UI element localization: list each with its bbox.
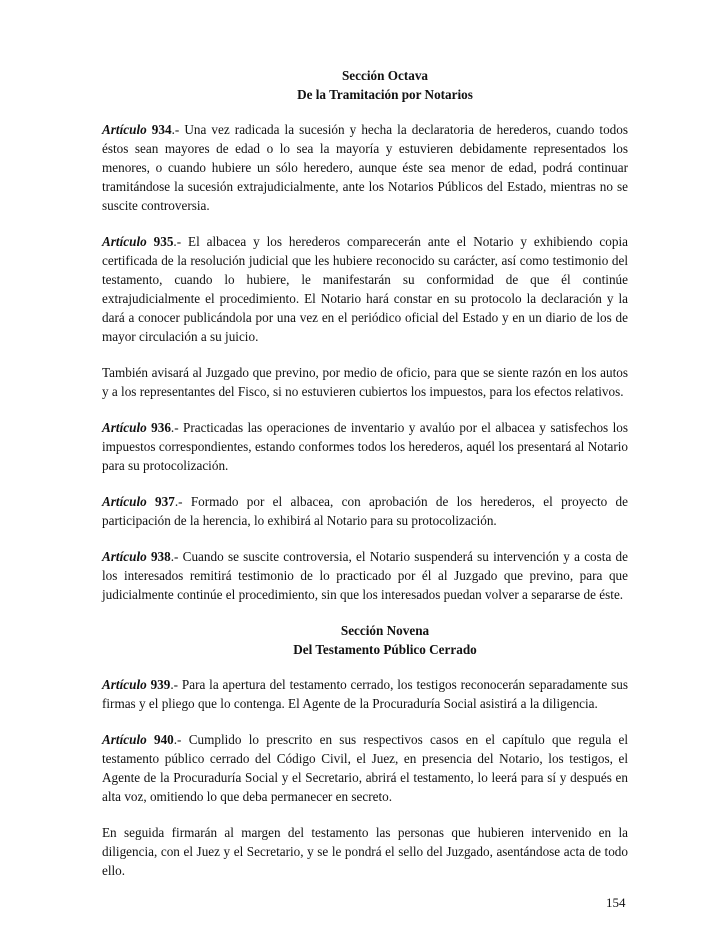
article-text: Practicadas las operaciones de inventario y avalúo por el albacea y satisfechos los impuestos correspondientes, estando conformes todos los herederos, aquél los presentará al Notario para su protocolización. (102, 420, 628, 473)
section-subtitle: Del Testamento Público Cerrado (293, 642, 477, 657)
article-939: Artículo 939.- Para la apertura del testamento cerrado, los testigos reconocerán separadamente sus firmas y el pliego que lo contenga. El Agente de la Procuraduría Social asistirá a la diligencia. (102, 677, 628, 711)
article-938: Artículo 938.- Cuando se suscite controversia, el Notario suspenderá su intervención y a costa de los interesados remitirá testimonio de lo practicado por él al Juzgado que previno, para que judicialmente continúe el procedimiento, sin que los interesados puedan volver a separarse de éste. (102, 549, 628, 602)
article-936: Artículo 936.- Practicadas las operaciones de inventario y avalúo por el albacea y satisfechos los impuestos correspondientes, estando conformes todos los herederos, aquél los presentará al Notario para su protocolización. (102, 420, 628, 473)
article-label: Artículo 940 (102, 732, 174, 747)
section-heading-novena (102, 621, 628, 659)
section-title: Sección Octava (341, 68, 429, 83)
article-label: Artículo 935 (102, 234, 174, 249)
article-label: Artículo 939 (102, 677, 171, 692)
paragraph-940-continuation: En seguida firmarán al margen del testamento las personas que hubieren intervenido en la diligencia, con el Juez y el Secretario, y se le pondrá el sello del Juzgado, asentándose acta de todo ello. (102, 825, 628, 878)
article-934: Artículo 934.- Una vez radicada la sucesión y hecha la declaratoria de herederos, cuando todos éstos sean mayores de edad o lo sea la mayoría y estuvieren debidamente representados los menores, o cuando hubiere un sólo heredero, aunque éste sea menor de edad, podrá continuar tramitándose la sucesión extrajudicialmente, ante los Notarios Públicos del Estado, mientras no se suscite controversia. (102, 122, 628, 213)
page-number: 154 (606, 895, 626, 910)
article-text: Formado por el albacea, con aprobación de los herederos, el proyecto de participación de la herencia, lo exhibirá al Notario para su protocolización. (102, 494, 628, 528)
article-text: El albacea y los herederos comparecerán ante el Notario y exhibiendo copia certificada de la resolución judicial que les hubiere reconocido su carácter, así como testimonio del testamento, cuando lo hubiere, le manifestarán su conformidad de que él continúe extrajudicialmente el procedimiento. El Notario hará constar en su protocolo la declaración y la dará a conocer publicándola por una vez en el periódico oficial del Estado y en un diario de los de mayor circulación a su juicio. (102, 234, 628, 344)
article-text: Una vez radicada la sucesión y hecha la declaratoria de herederos, cuando todos éstos sean mayores de edad o lo sea la mayoría y estuvieren debidamente representados los menores, o cuando hubiere un sólo heredero, aunque éste sea menor de edad, podrá continuar tramitándose la sucesión extrajudicialmente, ante los Notarios Públicos del Estado, mientras no se suscite controversia. (102, 122, 628, 213)
paragraph-935-continuation: También avisará al Juzgado que previno, por medio de oficio, para que se siente razón en los autos y a los representantes del Fisco, si no estuvieren cubiertos los impuestos, para los efectos relativos. (102, 365, 628, 399)
article-label: Artículo 936 (102, 420, 171, 435)
section-title: Sección Novena (340, 623, 430, 638)
article-text: Para la apertura del testamento cerrado, los testigos reconocerán separadamente sus firmas y el pliego que lo contenga. El Agente de la Procuraduría Social asistirá a la diligencia. (102, 677, 628, 711)
document-page (102, 66, 628, 880)
article-text: Cuando se suscite controversia, el Notario suspenderá su intervención y a costa de los interesados remitirá testimonio de lo practicado por él al Juzgado que previno, para que judicialmente continúe el procedimiento, sin que los interesados puedan volver a separarse de éste. (102, 549, 628, 602)
article-935: Artículo 935.- El albacea y los herederos comparecerán ante el Notario y exhibiendo copia certificada de la resolución judicial que les hubiere reconocido su carácter, así como testimonio del testamento, cuando lo hubiere, le manifestarán su conformidad de que él continúe extrajudicialmente el procedimiento. El Notario hará constar en su protocolo la declaración y la dará a conocer publicándola por una vez en el periódico oficial del Estado y en un diario de los de mayor circulación a su juicio. (102, 234, 628, 344)
article-937: Artículo 937.- Formado por el albacea, con aprobación de los herederos, el proyecto de participación de la herencia, lo exhibirá al Notario para su protocolización. (102, 494, 628, 528)
article-label: Artículo 934 (102, 122, 172, 137)
article-940: Artículo 940.- Cumplido lo prescrito en sus respectivos casos en el capítulo que regula el testamento público cerrado del Código Civil, el Juez, en presencia del Notario, los testigos, el Agente de la Procuraduría Social y el Secretario, abrirá el testamento, lo leerá para sí y después en alta voz, omitiendo lo que deba permanecer en secreto. (102, 732, 629, 804)
article-text: Cumplido lo prescrito en sus respectivos casos en el capítulo que regula el testamento público cerrado del Código Civil, el Juez, en presencia del Notario, los testigos, el Agente de la Procuraduría Social y el Secretario, abrirá el testamento, lo leerá para sí y después en alta voz, omitiendo lo que deba permanecer en secreto. (102, 732, 629, 804)
section-heading-octava (102, 66, 628, 104)
section-subtitle: De la Tramitación por Notarios (297, 87, 473, 102)
article-label: Artículo 937 (102, 494, 175, 509)
article-label: Artículo 938 (102, 549, 171, 564)
